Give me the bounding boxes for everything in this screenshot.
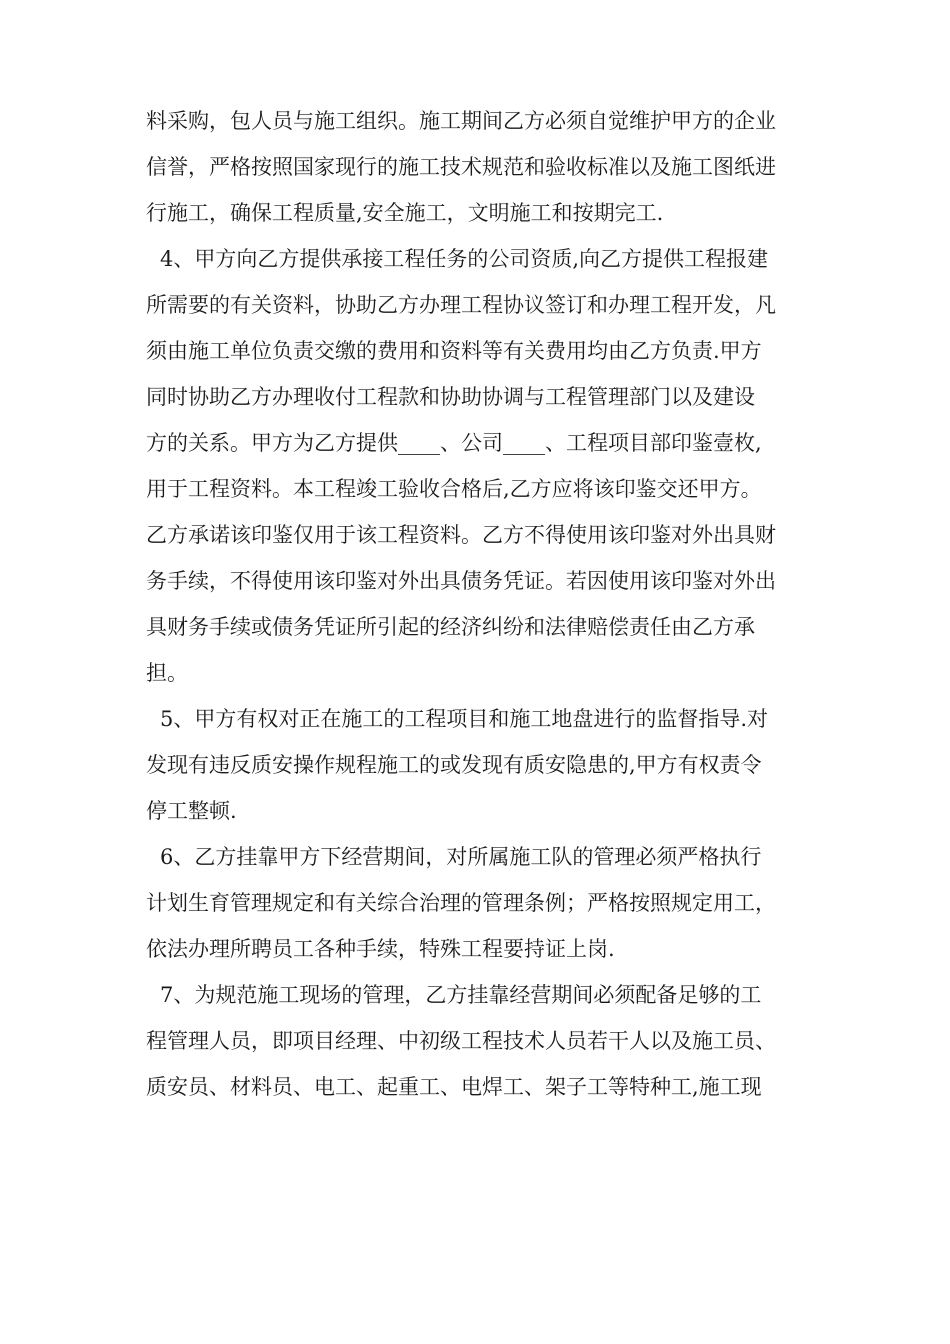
text-line: 用于工程资料。本工程竣工验收合格后,乙方应将该印鉴交还甲方。 — [146, 477, 762, 501]
text-line: 具财务手续或债务凭证所引起的经济纠纷和法律赔偿责任由乙方承 — [146, 615, 755, 639]
clause-4-start: 4、甲方向乙方提供承接工程任务的公司资质,向乙方提供工程报建 — [160, 247, 769, 271]
document-body — [146, 98, 816, 1110]
text-line: 须由施工单位负责交缴的费用和资料等有关费用均由乙方负责.甲方 — [146, 339, 762, 363]
text-line: 乙方承诺该印鉴仅用于该工程资料。乙方不得使用该印鉴对外出具财 — [146, 523, 776, 547]
text-line: 信誉，严格按照国家现行的施工技术规范和验收标准以及施工图纸进 — [146, 155, 776, 179]
text-line: 方的关系。甲方为乙方提供____、公司____、工程项目部印鉴壹枚, — [146, 431, 762, 455]
text-line: 计划生育管理规定和有关综合治理的管理条例；严格按照规定用工， — [146, 891, 776, 915]
text-line: 发现有违反质安操作规程施工的或发现有质安隐患的,甲方有权责令 — [146, 753, 762, 777]
clause-6-start: 6、乙方挂靠甲方下经营期间，对所属施工队的管理必须严格执行 — [160, 845, 762, 869]
text-line: 质安员、材料员、电工、起重工、电焊工、架子工等特种工,施工现 — [146, 1075, 762, 1099]
text-line: 料采购，包人员与施工组织。施工期间乙方必须自觉维护甲方的企业 — [146, 109, 776, 133]
text-line: 程管理人员，即项目经理、中初级工程技术人员若干人以及施工员、 — [146, 1029, 776, 1053]
text-line: 行施工，确保工程质量,安全施工，文明施工和按期完工. — [146, 201, 664, 225]
text-line: 务手续，不得使用该印鉴对外出具债务凭证。若因使用该印鉴对外出 — [146, 569, 776, 593]
clause-7-start: 7、为规范施工现场的管理，乙方挂靠经营期间必须配备足够的工 — [160, 983, 762, 1007]
text-line: 同时协助乙方办理收付工程款和协助协调与工程管理部门以及建设 — [146, 385, 755, 409]
text-line: 担。 — [146, 661, 188, 685]
text-line: 所需要的有关资料，协助乙方办理工程协议签订和办理工程开发，凡 — [146, 293, 776, 317]
clause-5-start: 5、甲方有权对正在施工的工程项目和施工地盘进行的监督指导.对 — [160, 707, 769, 731]
text-line: 停工整顿. — [146, 799, 237, 823]
text-line: 依法办理所聘员工各种手续，特殊工程要持证上岗. — [146, 937, 615, 961]
